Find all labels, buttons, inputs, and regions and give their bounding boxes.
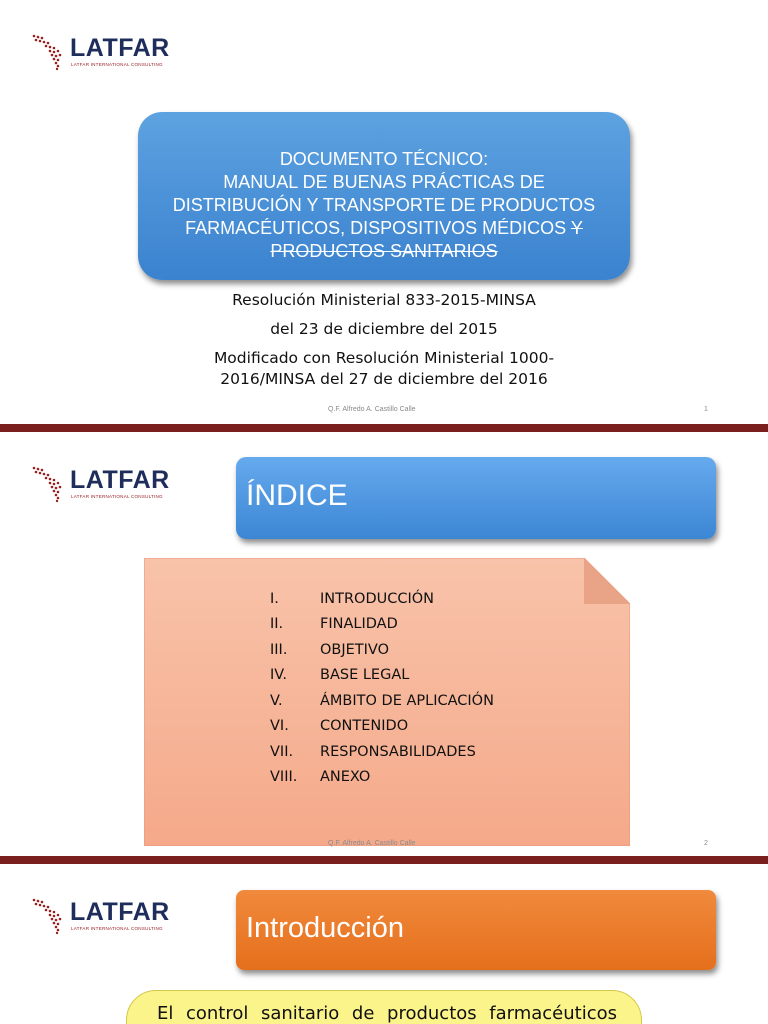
- logo-tagline: LATFAR INTERNATIONAL CONSULTING: [71, 926, 163, 931]
- list-item[interactable]: VI. CONTENIDO: [270, 718, 409, 735]
- slide-3: [0, 864, 768, 1024]
- logo-name: LATFAR: [70, 34, 170, 62]
- footer-author: Q.F. Alfredo A. Castillo Calle: [328, 406, 416, 413]
- list-item[interactable]: V. ÁMBITO DE APLICACIÓN: [270, 692, 494, 709]
- index-heading-box: [236, 457, 716, 539]
- introduction-heading-box: [236, 890, 716, 970]
- modification-line-1: Modificado con Resolución Ministerial 1000-: [213, 349, 555, 367]
- latin-america-map-icon: [30, 896, 70, 936]
- index-heading: ÍNDICE: [246, 479, 348, 512]
- title-line-5: PRODUCTOS SANITARIOS: [270, 241, 498, 261]
- title-line-1: DOCUMENTO TÉCNICO:: [279, 149, 489, 169]
- table-of-contents: [144, 558, 630, 846]
- resolution-date: del 23 de diciembre del 2015: [270, 320, 498, 338]
- logo-name: LATFAR: [70, 466, 170, 494]
- title-strikethrough-y: Y: [570, 218, 583, 238]
- title-box: [138, 112, 630, 280]
- logo-name: LATFAR: [70, 898, 170, 926]
- title-line-3: DISTRIBUCIÓN Y TRANSPORTE DE PRODUCTOS: [172, 195, 596, 215]
- logo-tagline: LATFAR INTERNATIONAL CONSULTING: [71, 494, 163, 499]
- title-line-4: FARMACÉUTICOS, DISPOSITIVOS MÉDICOS Y: [185, 218, 583, 238]
- list-item[interactable]: II. FINALIDAD: [270, 616, 398, 633]
- slide-2: [0, 432, 768, 856]
- resolution-text: Resolución Ministerial 833-2015-MINSA: [232, 291, 536, 309]
- latin-america-map-icon: [30, 464, 70, 504]
- list-item[interactable]: VIII. ANEXO: [270, 769, 371, 786]
- title-line-2: MANUAL DE BUENAS PRÁCTICAS DE: [223, 172, 545, 192]
- latfar-logo: [30, 464, 180, 504]
- latfar-logo: [30, 32, 180, 72]
- logo-tagline: LATFAR INTERNATIONAL CONSULTING: [71, 62, 163, 67]
- latfar-logo: [30, 896, 180, 936]
- footer-author: Q.F. Alfredo A. Castillo Calle: [328, 840, 416, 847]
- modification-line-2: 2016/MINSA del 27 de diciembre del 2016: [220, 370, 548, 388]
- toc-list: [270, 586, 590, 790]
- callout-text: El control sanitario de productos farmacéuticos: [157, 1003, 617, 1024]
- page-number: 1: [704, 406, 708, 413]
- introduction-heading: Introducción: [246, 912, 404, 944]
- introduction-callout: [126, 990, 642, 1024]
- list-item[interactable]: III. OBJETIVO: [270, 641, 390, 658]
- list-item[interactable]: I. INTRODUCCIÓN: [270, 590, 435, 607]
- slide-separator: [0, 856, 768, 864]
- slide-1: [0, 0, 768, 424]
- list-item[interactable]: IV. BASE LEGAL: [270, 667, 410, 684]
- latin-america-map-icon: [30, 32, 70, 72]
- slide-separator: [0, 424, 768, 432]
- list-item[interactable]: VII. RESPONSABILIDADES: [270, 743, 476, 760]
- page-number: 2: [704, 840, 708, 847]
